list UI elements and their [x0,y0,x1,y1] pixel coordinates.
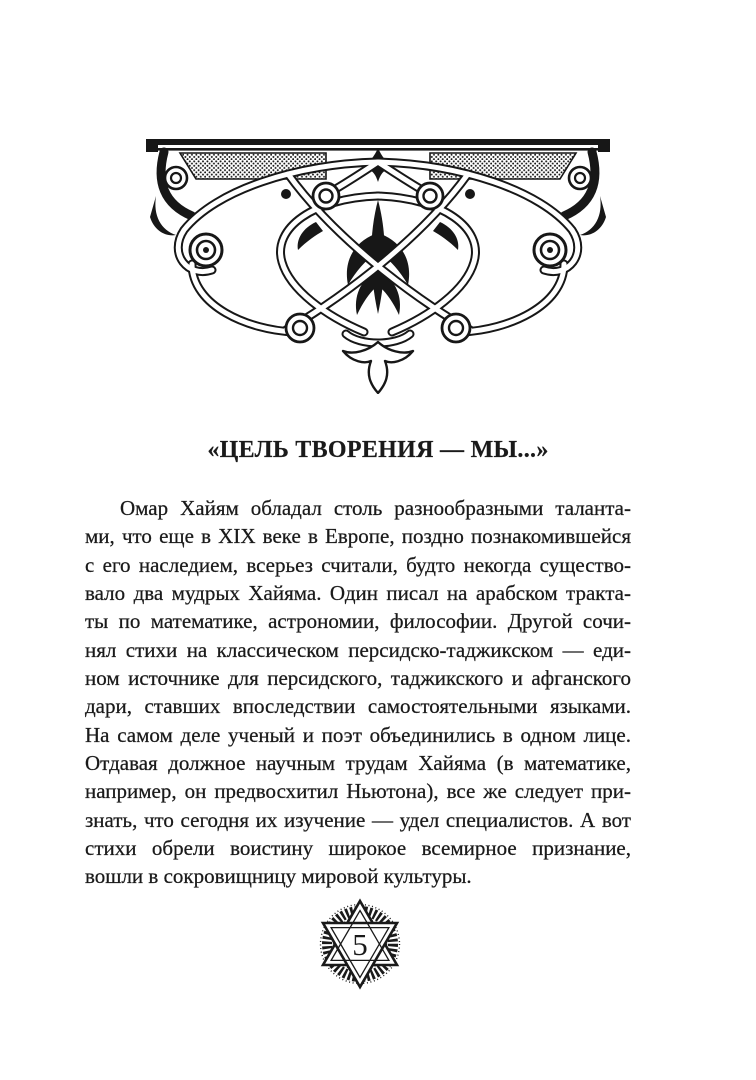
paragraph-line: ми, что еще в XIX веке в Европе, поздно познакомившейся [85,524,631,549]
page-number: 5 [352,927,368,962]
page-number-medallion [312,896,408,992]
paragraph-line: вало два мудрых Хайяма. Один писал на арабском тракта- [85,581,631,606]
paragraph-line: На самом деле ученый и поэт объединились в одном лице. [85,722,631,747]
paragraph-line: ты по математике, астрономии, философии. Другой сочи- [85,609,631,634]
paragraph-line: Омар Хайям обладал столь разнообразными таланта- [120,496,631,520]
paragraph-line: знать, что сегодня их изучение — удел специалистов. А вот [85,807,631,832]
paragraph-line: дари, ставших впоследствии самостоятельными языками. [85,694,631,719]
paragraph-line: ном источнике для персидского, таджикского и афганского [85,666,631,691]
headpiece-ornament-icon [140,138,616,394]
paragraph-line: например, он предвосхитил Ньютона), все же следует при- [85,779,631,804]
paragraph-line: стихи обрели воистину широкое всемирное признание, [85,836,631,861]
paragraph-line: вошли в сокровищницу мировой культуры. [85,864,472,889]
paragraph-line: Отдавая должное научным трудам Хайяма (в математике, [85,751,631,776]
paragraph [85,494,631,891]
chapter-title: «ЦЕЛЬ ТВОРЕНИЯ — МЫ...» [207,437,549,463]
paragraph-line: нял стихи на классическом персидско-таджикском — еди- [85,637,631,662]
paragraph-line: с его наследием, всерьез считали, будто некогда существо- [85,552,631,577]
